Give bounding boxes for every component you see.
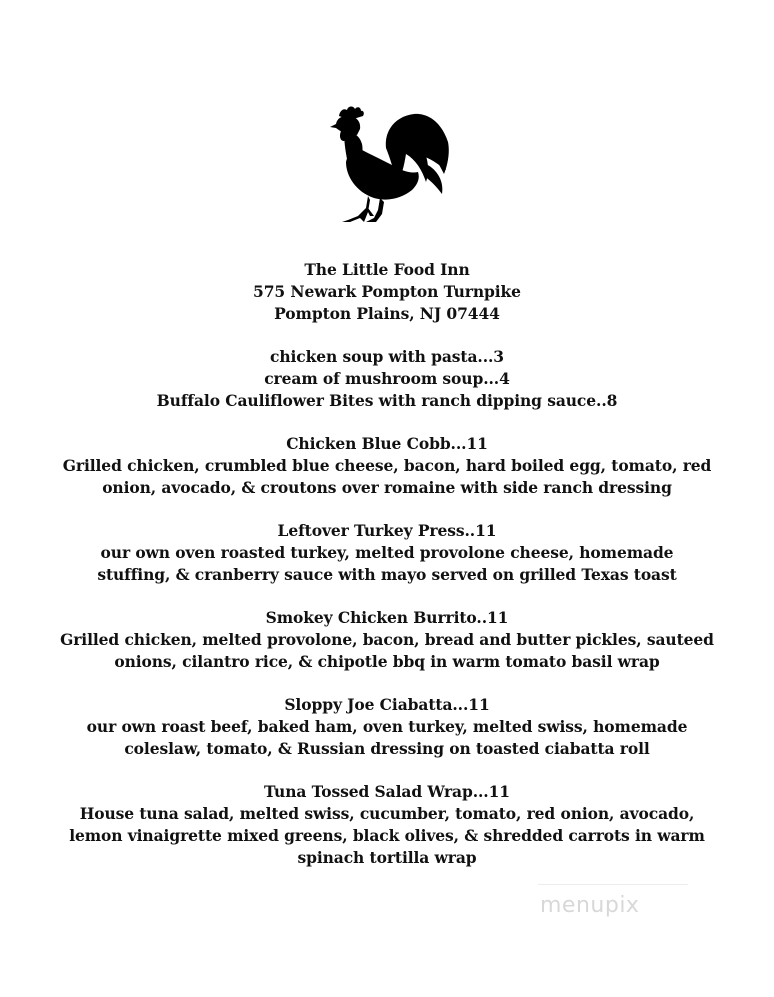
menu-item-title: Chicken Blue Cobb...11 <box>286 434 488 453</box>
menupix-watermark: menupix <box>540 893 640 918</box>
restaurant-name: The Little Food Inn <box>304 260 470 279</box>
starters-list <box>40 346 734 412</box>
menu-item-title: Leftover Turkey Press..11 <box>277 521 497 540</box>
menu-item-description: stuffing, & cranberry sauce with mayo served on grilled Texas toast <box>97 565 677 584</box>
rooster-logo <box>326 104 458 232</box>
menu-item-description: coleslaw, tomato, & Russian dressing on toasted ciabatta roll <box>124 739 650 758</box>
menu-item <box>40 607 734 673</box>
menu-item-title: Tuna Tossed Salad Wrap...11 <box>264 782 510 801</box>
menu-item-title: Sloppy Joe Ciabatta...11 <box>284 695 490 714</box>
restaurant-header <box>40 259 734 325</box>
menu-item-description: Grilled chicken, melted provolone, bacon, bread and butter pickles, sauteed <box>60 630 714 649</box>
menu-item <box>40 781 734 869</box>
menu-content <box>40 259 734 890</box>
menu-item-title: Smokey Chicken Burrito..11 <box>265 608 509 627</box>
restaurant-street: 575 Newark Pompton Turnpike <box>253 282 521 301</box>
menu-item <box>40 694 734 760</box>
menu-item <box>40 520 734 586</box>
starter-item: cream of mushroom soup...4 <box>264 369 510 388</box>
menu-item-description: Grilled chicken, crumbled blue cheese, bacon, hard boiled egg, tomato, red <box>62 456 712 475</box>
menu-item <box>40 433 734 499</box>
menu-item-description: spinach tortilla wrap <box>297 848 477 867</box>
menu-item-description: onion, avocado, & croutons over romaine with side ranch dressing <box>102 478 672 497</box>
starter-item: Buffalo Cauliflower Bites with ranch dipping sauce..8 <box>156 391 618 410</box>
menu-item-description: onions, cilantro rice, & chipotle bbq in warm tomato basil wrap <box>114 652 660 671</box>
menu-item-description: our own oven roasted turkey, melted provolone cheese, homemade <box>100 543 674 562</box>
menu-item-description: House tuna salad, melted swiss, cucumber, tomato, red onion, avocado, <box>79 804 695 823</box>
starter-item: chicken soup with pasta...3 <box>269 347 504 366</box>
menu-item-description: our own roast beef, baked ham, oven turkey, melted swiss, homemade <box>86 717 688 736</box>
restaurant-city: Pompton Plains, NJ 07444 <box>274 304 500 323</box>
menu-item-description: lemon vinaigrette mixed greens, black olives, & shredded carrots in warm <box>69 826 705 845</box>
watermark-divider <box>538 884 688 885</box>
